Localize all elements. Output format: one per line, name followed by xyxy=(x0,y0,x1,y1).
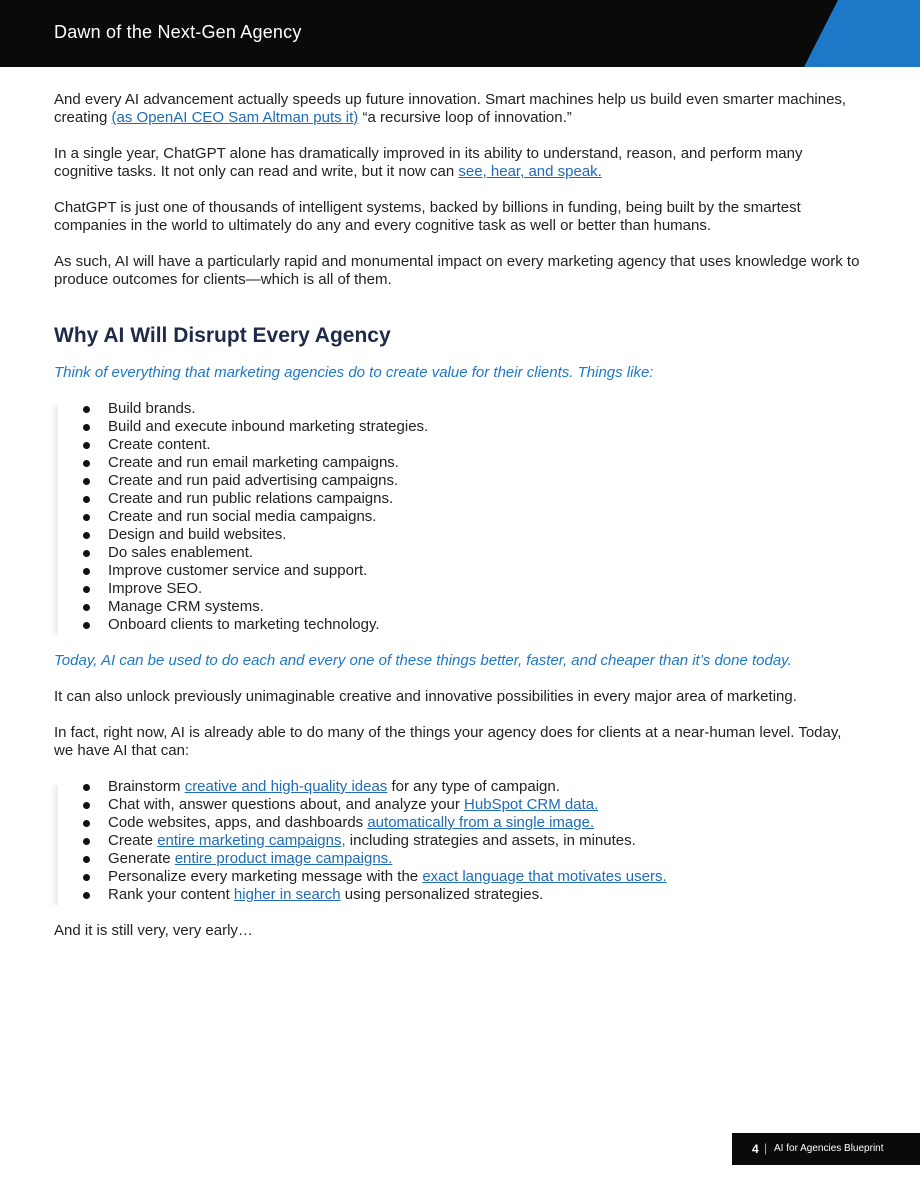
page-header xyxy=(0,0,920,67)
today-statement: Today, AI can be used to do each and every one of these things better, faster, and cheaper than it’s done today. xyxy=(54,652,792,669)
list-item xyxy=(54,490,864,508)
bullet-icon xyxy=(83,568,90,575)
see-hear-speak-link[interactable]: see, hear, and speak. xyxy=(458,163,602,180)
intro-paragraph-2: In a single year, ChatGPT alone has dramatically improved in its ability to understand, reason, and perform many cognitive tasks. It not only can read and write, but it now can see, hear, and speak. xyxy=(54,145,803,180)
bullet-icon xyxy=(83,838,90,845)
bullet-icon xyxy=(83,532,90,539)
ability-link[interactable]: exact language that motivates users. xyxy=(422,868,667,885)
list-item-text: Create and run paid advertising campaigns. xyxy=(108,472,399,489)
list-item-text: Manage CRM systems. xyxy=(108,598,264,615)
bullet-icon xyxy=(83,874,90,881)
bullet-icon xyxy=(83,820,90,827)
bullet-icon xyxy=(83,406,90,413)
list-item-text: Create and run social media campaigns. xyxy=(108,508,377,525)
ability-link[interactable]: entire marketing campaigns, xyxy=(157,832,346,849)
list-item xyxy=(54,544,864,562)
ability-link[interactable]: higher in search xyxy=(233,886,341,903)
list-item xyxy=(54,850,864,868)
list-item xyxy=(54,400,864,418)
list-item xyxy=(54,796,864,814)
bullet-icon xyxy=(83,856,90,863)
list-item-text: Create and run email marketing campaigns. xyxy=(108,454,399,471)
closing-paragraph: And it is still very, very early… xyxy=(54,922,253,939)
intro-paragraph-3: ChatGPT is just one of thousands of intelligent systems, backed by billions in funding, being built by the smartest companies in the world to ultimately do any and every cognitive task as well or better than humans. xyxy=(54,199,801,234)
list-item xyxy=(54,472,864,490)
list-item xyxy=(54,616,864,634)
bullet-icon xyxy=(83,892,90,899)
bullet-icon xyxy=(83,586,90,593)
list-item-text: Brainstorm xyxy=(108,778,185,795)
list-item xyxy=(54,814,864,832)
list-item xyxy=(54,580,864,598)
footer-doc-title: AI for Agencies Blueprint xyxy=(774,1143,884,1154)
list-item-text: Do sales enablement. xyxy=(108,544,254,561)
list-item xyxy=(54,868,864,886)
list-item xyxy=(54,778,864,796)
page-footer xyxy=(732,1133,920,1165)
ability-link[interactable]: creative and high-quality ideas xyxy=(184,778,388,795)
list-item-text: using personalized strategies. xyxy=(340,886,544,903)
bullet-icon xyxy=(83,478,90,485)
list-item xyxy=(54,454,864,472)
bullet-icon xyxy=(83,604,90,611)
bullet-icon xyxy=(83,424,90,431)
list-item-text: Design and build websites. xyxy=(108,526,287,543)
ability-link[interactable]: entire product image campaigns. xyxy=(174,850,393,867)
intro-paragraph-4: As such, AI will have a particularly rapid and monumental impact on every marketing agency that uses knowledge work to produce outcomes for clients—which is all of them. xyxy=(54,253,860,288)
list-item xyxy=(54,526,864,544)
list-item-text: Build brands. xyxy=(108,400,196,417)
in-fact-paragraph: In fact, right now, AI is already able to do many of the things your agency does for clients at a near-human level. Today, we have AI that can: xyxy=(54,724,842,759)
unlock-paragraph: It can also unlock previously unimaginable creative and innovative possibilities in every major area of marketing. xyxy=(54,688,797,705)
list-item xyxy=(54,418,864,436)
intro-paragraph-1: And every AI advancement actually speeds up future innovation. Smart machines help us build even smarter machines, creating (as OpenAI CEO Sam Altman puts it) “a recursive loop of innovation.” xyxy=(54,91,847,126)
section-lead: Think of everything that marketing agencies do to create value for their clients. Things like: xyxy=(54,364,654,381)
main-content xyxy=(54,91,864,940)
agency-tasks-list xyxy=(54,400,864,634)
list-item-text: including strategies and assets, in minutes. xyxy=(345,832,636,849)
list-item-text: Personalize every marketing message with the xyxy=(108,868,423,885)
list-item-text: Improve SEO. xyxy=(108,580,203,597)
list-item xyxy=(54,598,864,616)
list-item-text: Improve customer service and support. xyxy=(108,562,368,579)
bullet-icon xyxy=(83,496,90,503)
bullet-icon xyxy=(83,442,90,449)
list-item xyxy=(54,562,864,580)
altman-link[interactable]: (as OpenAI CEO Sam Altman puts it) xyxy=(111,109,359,126)
list-item-text: Build and execute inbound marketing strategies. xyxy=(108,418,429,435)
section-heading: Why AI Will Disrupt Every Agency xyxy=(54,324,391,347)
ability-link[interactable]: HubSpot CRM data. xyxy=(464,796,599,813)
list-item xyxy=(54,436,864,454)
bullet-icon xyxy=(83,514,90,521)
list-item xyxy=(54,508,864,526)
bullet-icon xyxy=(83,460,90,467)
ability-link[interactable]: automatically from a single image. xyxy=(367,814,595,831)
list-item-text: Create xyxy=(108,832,158,849)
list-item-text: Generate xyxy=(108,850,175,867)
list-item-text: Code websites, apps, and dashboards xyxy=(108,814,368,831)
list-item-text: for any type of campaign. xyxy=(387,778,560,795)
footer-separator: | xyxy=(764,1141,768,1155)
list-item-text: Rank your content xyxy=(108,886,234,903)
list-item-text: Create and run public relations campaigns. xyxy=(108,490,394,507)
bullet-icon xyxy=(83,802,90,809)
bullet-icon xyxy=(83,550,90,557)
bullet-icon xyxy=(83,622,90,629)
list-item xyxy=(54,886,864,904)
bullet-icon xyxy=(83,784,90,791)
page-number: 4 xyxy=(752,1142,759,1156)
list-item-text: Chat with, answer questions about, and analyze your xyxy=(108,796,465,813)
ai-abilities-list xyxy=(54,778,864,904)
header-title: Dawn of the Next-Gen Agency xyxy=(54,22,302,42)
list-item-text: Onboard clients to marketing technology. xyxy=(108,616,380,633)
list-item-text: Create content. xyxy=(108,436,211,453)
list-item xyxy=(54,832,864,850)
